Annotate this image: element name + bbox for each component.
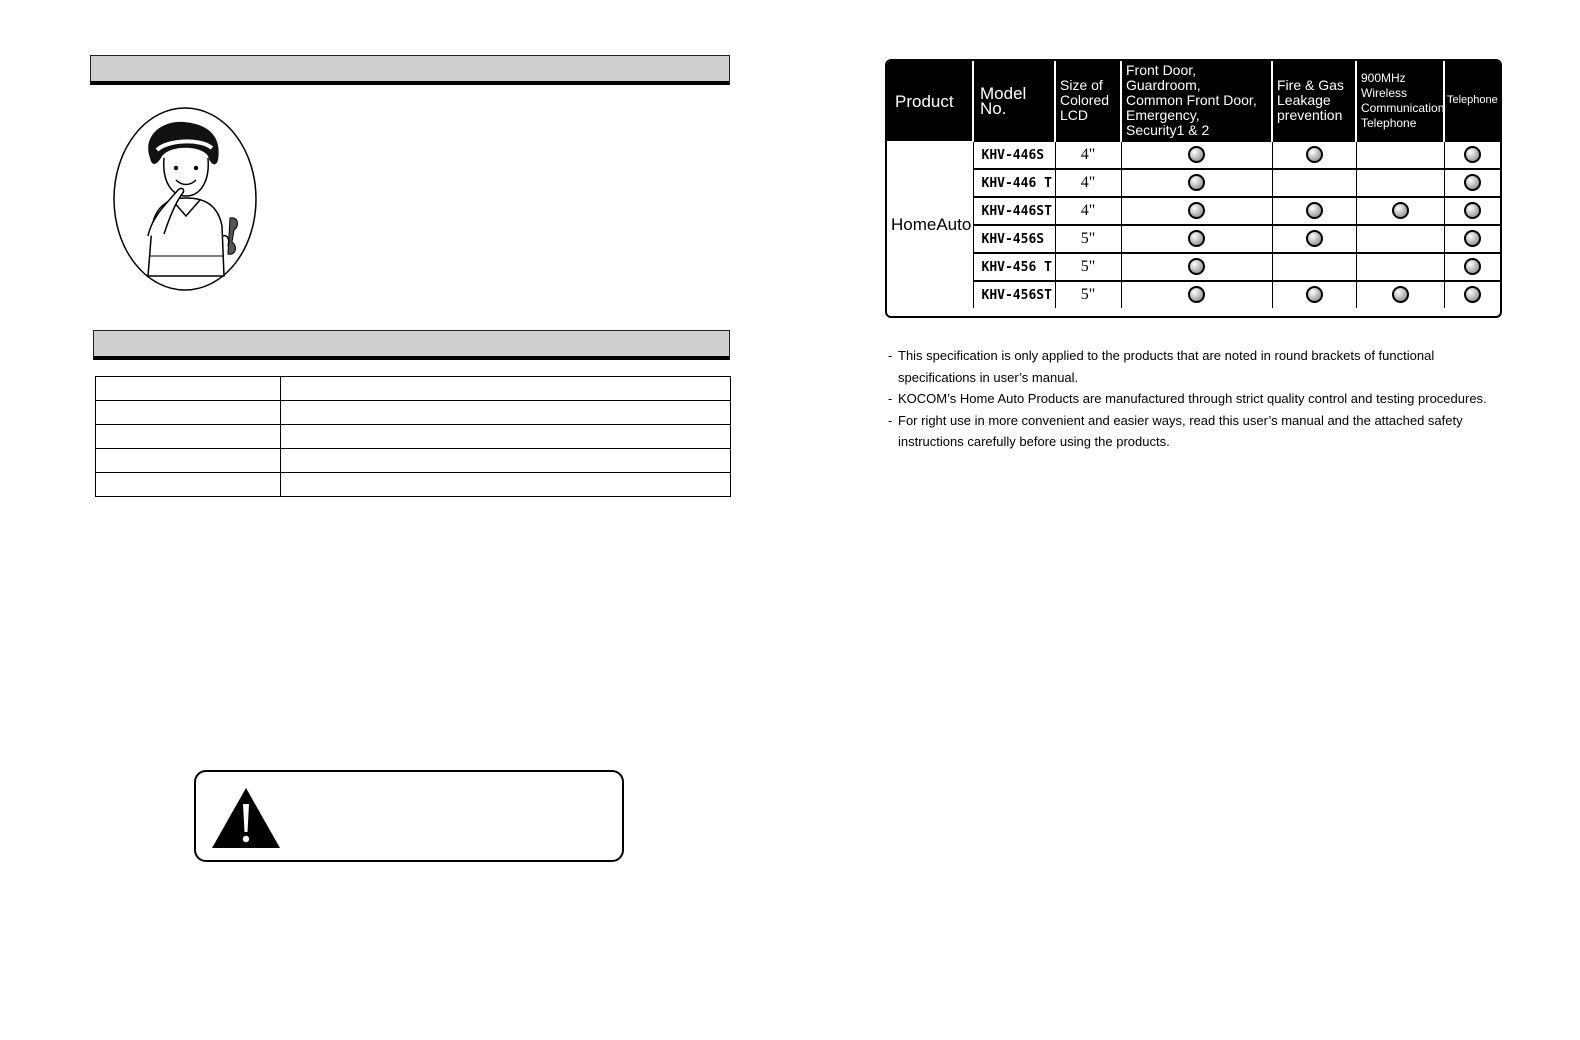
front-door-cell xyxy=(1121,169,1272,197)
filled-circle-icon xyxy=(1464,230,1481,247)
front-door-cell xyxy=(1121,141,1272,169)
model-cell: KHV-456S xyxy=(973,225,1055,253)
header-line: Emergency, xyxy=(1126,107,1200,123)
table-row xyxy=(887,169,1500,197)
filled-circle-icon xyxy=(1306,202,1323,219)
table-row xyxy=(96,401,731,425)
note-continuation: instructions carefully before using the products. xyxy=(898,434,1170,449)
header-telephone: Telephone xyxy=(1444,61,1500,141)
fire-gas-cell xyxy=(1272,281,1356,308)
table-row xyxy=(887,141,1500,169)
table-row xyxy=(96,449,731,473)
header-line: prevention xyxy=(1277,107,1343,123)
header-line: Guardroom, xyxy=(1126,77,1201,93)
warning-triangle-icon xyxy=(210,786,282,850)
caution-box xyxy=(194,770,624,862)
model-cell: KHV-456 T xyxy=(973,253,1055,281)
fire-gas-cell xyxy=(1272,141,1356,169)
wireless-cell xyxy=(1356,141,1444,169)
table-cell xyxy=(96,401,281,425)
table-cell xyxy=(281,473,731,497)
filled-circle-icon xyxy=(1464,286,1481,303)
product-cell: HomeAuto xyxy=(887,141,973,308)
fire-gas-cell xyxy=(1272,169,1356,197)
note-item xyxy=(888,345,1518,367)
note-item xyxy=(888,388,1518,410)
filled-circle-icon xyxy=(1306,230,1323,247)
telephone-cell xyxy=(1444,253,1500,281)
filled-circle-icon xyxy=(1464,258,1481,275)
header-line: LCD xyxy=(1060,107,1089,123)
front-door-cell xyxy=(1121,281,1272,308)
filled-circle-icon xyxy=(1392,202,1409,219)
table-cell xyxy=(281,401,731,425)
table-row xyxy=(887,197,1500,225)
table-row xyxy=(96,473,731,497)
note-dash: - xyxy=(888,391,893,406)
size-cell: 4" xyxy=(1055,141,1121,169)
table-cell xyxy=(281,377,731,401)
note-continuation: specifications in user’s manual. xyxy=(898,369,1079,385)
filled-circle-icon xyxy=(1188,258,1205,275)
model-cell: KHV-456ST xyxy=(973,281,1055,308)
header-line: Wireless xyxy=(1361,85,1408,100)
size-cell: 4" xyxy=(1055,169,1121,197)
table-row xyxy=(887,253,1500,281)
telephone-cell xyxy=(1444,197,1500,225)
table-row xyxy=(887,225,1500,253)
table-cell xyxy=(281,449,731,473)
filled-circle-icon xyxy=(1188,230,1205,247)
table-cell xyxy=(96,425,281,449)
fire-gas-cell xyxy=(1272,225,1356,253)
note-dash: - xyxy=(888,412,893,428)
header-product: Product xyxy=(887,61,973,141)
blank-info-table xyxy=(95,376,731,497)
wireless-cell xyxy=(1356,281,1444,308)
wireless-cell xyxy=(1356,169,1444,197)
header-model-no: Model No. xyxy=(973,61,1055,141)
filled-circle-icon xyxy=(1464,146,1481,163)
filled-circle-icon xyxy=(1188,202,1205,219)
front-door-cell xyxy=(1121,253,1272,281)
filled-circle-icon xyxy=(1306,286,1323,303)
header-line: Colored xyxy=(1060,92,1110,108)
filled-circle-icon xyxy=(1392,286,1409,303)
wireless-cell xyxy=(1356,225,1444,253)
size-cell: 5" xyxy=(1055,225,1121,253)
notes xyxy=(888,345,1518,453)
table-cell xyxy=(96,449,281,473)
front-door-cell xyxy=(1121,225,1272,253)
filled-circle-icon xyxy=(1188,286,1205,303)
fire-gas-cell xyxy=(1272,197,1356,225)
header-line: Common Front Door, xyxy=(1126,92,1257,108)
header-line: Telephone xyxy=(1361,115,1417,130)
model-cell: KHV-446S xyxy=(973,141,1055,169)
telephone-cell xyxy=(1444,225,1500,253)
front-door-cell xyxy=(1121,197,1272,225)
section-header-bar-2 xyxy=(93,330,730,360)
header-row xyxy=(887,61,1500,141)
size-cell: 4" xyxy=(1055,197,1121,225)
table-cell xyxy=(96,473,281,497)
note-dash: - xyxy=(888,348,893,363)
note-text: KOCOM’s Home Auto Products are manufactured through strict quality control and testing procedures. xyxy=(898,391,1487,406)
table-row xyxy=(96,377,731,401)
header-line: Size of xyxy=(1060,77,1103,93)
telephone-cell xyxy=(1444,169,1500,197)
model-cell: KHV-446ST xyxy=(973,197,1055,225)
note-item xyxy=(888,410,1518,432)
header-front-door xyxy=(1121,61,1272,141)
filled-circle-icon xyxy=(1188,174,1205,191)
wireless-cell xyxy=(1356,253,1444,281)
filled-circle-icon xyxy=(1306,146,1323,163)
header-line: Security1 & 2 xyxy=(1126,122,1210,138)
girl-on-phone-illustration xyxy=(112,106,258,292)
header-line: Leakage xyxy=(1277,92,1331,108)
fire-gas-cell xyxy=(1272,253,1356,281)
header-size-lcd xyxy=(1055,61,1121,141)
spec-table-container xyxy=(885,59,1502,318)
table-row xyxy=(96,425,731,449)
header-line: 900MHz xyxy=(1361,70,1406,85)
spec-table xyxy=(887,61,1500,308)
note-text: This specification is only applied to the products that are noted in round brackets of functional xyxy=(898,348,1435,363)
telephone-cell xyxy=(1444,281,1500,308)
section-header-bar-1 xyxy=(90,55,730,85)
table-cell xyxy=(96,377,281,401)
wireless-cell xyxy=(1356,197,1444,225)
table-row xyxy=(887,281,1500,308)
header-wireless xyxy=(1356,61,1444,141)
table-cell xyxy=(281,425,731,449)
model-cell: KHV-446 T xyxy=(973,169,1055,197)
telephone-cell xyxy=(1444,141,1500,169)
header-line: Communication xyxy=(1361,100,1445,115)
header-line: Front Door, xyxy=(1126,62,1197,78)
note-text: For right use in more convenient and easier ways, read this user’s manual and the attached safety xyxy=(898,412,1463,428)
size-cell: 5" xyxy=(1055,253,1121,281)
filled-circle-icon xyxy=(1464,202,1481,219)
size-cell: 5" xyxy=(1055,281,1121,308)
header-fire-gas xyxy=(1272,61,1356,141)
filled-circle-icon xyxy=(1464,174,1481,191)
filled-circle-icon xyxy=(1188,146,1205,163)
header-line: Fire & Gas xyxy=(1277,77,1344,93)
